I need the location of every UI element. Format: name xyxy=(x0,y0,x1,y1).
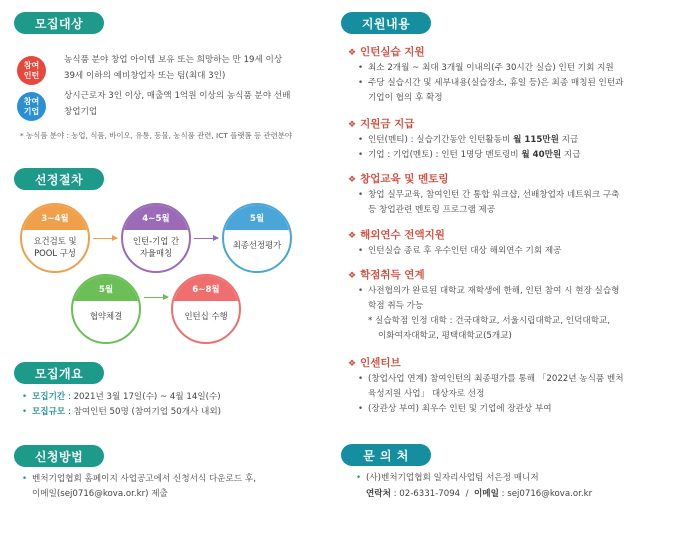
support-bullet-line: 육성지원 사업」 대상자로 선정 xyxy=(368,389,485,399)
badge-company-line2: 기업 xyxy=(23,106,40,116)
procedure-step-3 xyxy=(222,203,292,273)
support-heading-5 xyxy=(348,267,425,282)
contact-separator: / xyxy=(460,489,474,499)
apply-description xyxy=(22,472,256,502)
procedure-step-4-period: 5월 xyxy=(73,276,139,301)
support-bullet-line: 등 창업관련 멘토링 프로그램 제공 xyxy=(368,205,496,215)
company-line1: 상시근로자 3인 이상, 매출액 1억원 이상의 농식품 분야 선배 xyxy=(64,91,291,101)
contact-phone-label: 연락처 xyxy=(366,489,391,499)
procedure-step-5-text xyxy=(173,310,239,322)
badge-company-line1: 참여 xyxy=(23,96,40,106)
diamond-icon: ❖ xyxy=(348,359,357,369)
support-bullet-pre: 기업 : 기업(멘토) : 인턴 1명당 멘토링비 xyxy=(368,150,522,160)
support-subnote xyxy=(368,314,610,344)
procedure-step-2 xyxy=(121,203,191,273)
support-bullet xyxy=(358,148,581,163)
support-bullet xyxy=(358,284,619,314)
section-title-procedure: 선정절차 xyxy=(14,168,104,190)
procedure-step-1-text xyxy=(22,235,88,259)
contact-manager: • (사)벤처기업협회 일자리사업팀 서은정 매니저 xyxy=(356,471,539,486)
support-heading-2 xyxy=(348,116,414,131)
overview-period-label: 모집기간 xyxy=(32,392,66,402)
support-bullet-line: • 인턴실습 종료 후 우수인턴 대상 해외연수 기회 제공 xyxy=(368,246,562,256)
support-subnote-line: * 실습학점 인정 대학 : 건국대학교, 서울시립대학교, 인덕대학교, xyxy=(368,316,611,326)
overview-scale-label: 모집규모 xyxy=(32,407,66,417)
procedure-step-1-line1: 요건검토 및 xyxy=(33,236,77,246)
support-heading-text: 학점취득 연계 xyxy=(360,269,425,281)
support-bullet xyxy=(358,61,614,76)
support-bullet-post: 지급 xyxy=(558,135,579,145)
procedure-step-2-period: 4~5월 xyxy=(123,205,189,230)
apply-line2: 이메일(sej0716@kova.or.kr) 제출 xyxy=(32,489,168,499)
section-title-recruit-target: 모집대상 xyxy=(14,12,104,34)
contact-email-label: 이메일 xyxy=(473,489,499,499)
section-title-overview: 모집개요 xyxy=(14,362,104,384)
company-description xyxy=(64,88,290,120)
intern-line2: 39세 이하의 예비창업자 또는 팀(최대 3인) xyxy=(64,71,226,81)
procedure-step-1 xyxy=(20,203,90,273)
support-heading-text: 해외연수 전액지원 xyxy=(360,229,445,241)
badge-company xyxy=(17,92,46,121)
support-bullet-line: 학점 취득 가능 xyxy=(368,301,424,311)
support-heading-text: 인턴실습 지원 xyxy=(360,46,425,58)
diamond-icon: ❖ xyxy=(348,271,357,281)
badge-intern xyxy=(17,56,46,85)
diamond-icon: ❖ xyxy=(348,48,357,58)
overview-scale-value: : 참여인턴 50명 (참여기업 50개사 내외) xyxy=(65,407,222,417)
procedure-step-2-line1: 인턴-기업 간 xyxy=(132,236,180,246)
support-heading-3 xyxy=(348,171,449,186)
support-heading-text: 인센티브 xyxy=(360,357,401,369)
support-bullet xyxy=(358,133,578,148)
support-bullet xyxy=(358,76,623,106)
procedure-step-5-period: 6~8월 xyxy=(173,276,239,301)
company-line2: 창업기업 xyxy=(64,107,98,117)
diamond-icon: ❖ xyxy=(348,175,357,185)
support-heading-6 xyxy=(348,355,401,370)
recruit-note: * 농식품 분야 : 농업, 식품, 바이오, 유통, 동물, 농식품 관련, ICT 플랫폼 등 관련분야 xyxy=(20,131,293,140)
procedure-arrow-3 xyxy=(144,297,168,298)
overview-period-value: : 2021년 3월 17일(수) ~ 4월 14일(수) xyxy=(65,392,221,402)
section-title-contact: 문 의 처 xyxy=(341,444,431,466)
procedure-step-3-period: 5월 xyxy=(224,205,290,230)
procedure-arrow-2 xyxy=(194,238,218,239)
procedure-step-1-line2: POOL 구성 xyxy=(34,248,76,258)
procedure-step-5 xyxy=(171,274,241,344)
support-bullet-pre: 인턴(멘티) : 실습기간동안 인턴활동비 xyxy=(368,135,514,145)
apply-line1: • 벤처기업협회 홈페이지 사업공고에서 신청서식 다운로드 후, xyxy=(32,474,256,484)
support-bullet-line: • 창업 실무교육, 참여인턴 간 통합 워크샵, 선배창업자 네트워크 구축 xyxy=(368,190,620,200)
badge-intern-line2: 인턴 xyxy=(23,70,40,80)
procedure-step-5-line1: 인턴십 수행 xyxy=(184,311,228,321)
support-bullet xyxy=(358,372,624,402)
support-bullet-line: • (창업사업 연계) 참여인턴의 최종평가를 통해 「2022년 농식품 벤처 xyxy=(368,374,624,384)
support-bullet xyxy=(358,244,561,259)
overview-scale xyxy=(22,405,221,420)
support-heading-1 xyxy=(348,44,425,59)
support-bullet-line: • 최소 2개월 ~ 최대 3개월 이내의(주 30시간 실습) 인턴 기회 지원 xyxy=(368,63,614,73)
support-subnote-line: 이화여자대학교, 평택대학교(5개교) xyxy=(378,331,512,341)
section-title-apply: 신청방법 xyxy=(14,445,104,467)
support-heading-text: 지원금 지급 xyxy=(360,118,415,130)
procedure-step-1-period: 3~4월 xyxy=(22,205,88,230)
contact-email-value: : sej0716@kova.or.kr xyxy=(498,489,593,499)
procedure-step-2-line2: 자율매칭 xyxy=(139,248,173,258)
support-bullet-line: • 사전협의가 완료된 대학교 재학생에 한해, 인턴 참여 시 현장 실습형 xyxy=(368,286,620,296)
contact-info xyxy=(366,486,592,502)
support-bullet-line: • 주당 실습시간 및 세부내용(실습장소, 휴일 등)은 최종 매칭된 인턴과 xyxy=(368,78,624,88)
contact-phone-value: : 02-6331-7094 xyxy=(390,489,461,499)
overview-period xyxy=(22,390,221,405)
procedure-step-4-text xyxy=(73,310,139,322)
procedure-step-3-text xyxy=(224,239,290,251)
support-bullet-line: 기업이 협의 후 확정 xyxy=(368,93,443,103)
support-heading-4 xyxy=(348,227,445,242)
support-bullet xyxy=(358,188,619,218)
procedure-arrow-1 xyxy=(93,238,117,239)
intern-line1: 농식품 분야 창업 아이템 보유 또는 희망하는 만 19세 이상 xyxy=(64,55,283,65)
support-bullet-line: • (장관상 부여) 최우수 인턴 및 기업에 장관상 부여 xyxy=(368,404,552,414)
section-title-support: 지원내용 xyxy=(341,12,431,34)
procedure-step-2-text xyxy=(123,235,189,259)
support-bullet-strong: 월 115만원 xyxy=(513,135,559,145)
support-bullet-strong: 월 40만원 xyxy=(521,150,562,160)
diamond-icon: ❖ xyxy=(348,120,357,130)
support-heading-text: 창업교육 및 멘토링 xyxy=(360,173,449,185)
procedure-step-4 xyxy=(71,274,141,344)
diamond-icon: ❖ xyxy=(348,231,357,241)
procedure-step-3-line1: 최종선정평가 xyxy=(232,240,282,250)
badge-intern-line1: 참여 xyxy=(23,60,40,70)
intern-description xyxy=(64,52,282,84)
support-bullet xyxy=(358,402,552,417)
procedure-step-4-line1: 협약체결 xyxy=(89,311,123,321)
support-bullet-post: 지급 xyxy=(561,150,581,160)
